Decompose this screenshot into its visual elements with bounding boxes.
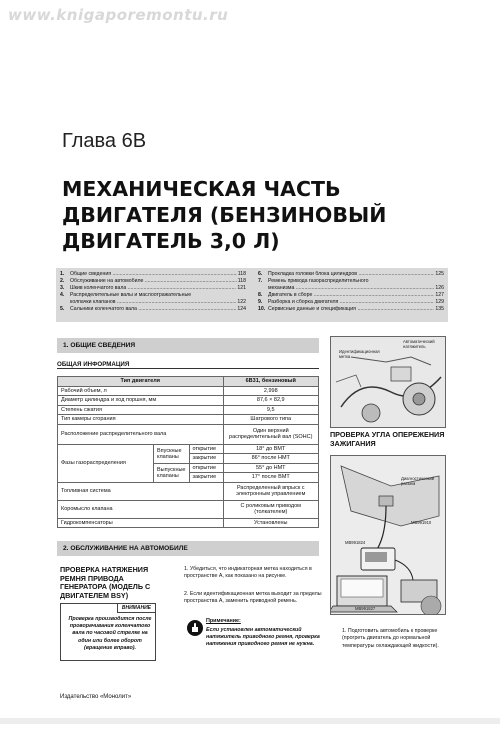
table-row: [58, 518, 319, 528]
toc-item-number: 3.: [60, 285, 65, 292]
warning-box: [60, 603, 156, 661]
page-bottom-edge: [0, 718, 500, 724]
toc-column-right: [252, 271, 444, 319]
table-row: [58, 482, 319, 500]
toc-item-page: [245, 292, 246, 299]
toc-item-title: механизма .....: [268, 285, 434, 292]
toc-item: [60, 271, 246, 278]
ignition-timing-heading: ПРОВЕРКА УГЛА ОПЕРЕЖЕНИЯ ЗАЖИГАНИЯ: [330, 430, 445, 448]
toc-item-title: колпачки клапанов .....: [70, 299, 236, 306]
table-row: [58, 396, 319, 406]
hand-pointer-icon: [187, 620, 203, 636]
table-cell: 18° до ВМТ: [223, 444, 319, 454]
toc-item: [258, 299, 444, 306]
toc-item-number: [60, 299, 70, 306]
toc-item-title: Прокладка головки блока цилиндров .....: [268, 271, 434, 278]
table-header-cell: 6B31, бензиновый: [223, 377, 319, 387]
table-cell: С роликовым приводом (толкателем): [223, 500, 319, 518]
toc-item-page: 135: [435, 306, 444, 313]
table-row: [58, 500, 319, 518]
step-1-text: 1. Убедиться, что индикаторная метка находиться в пространстве А, как показано на рисунке.: [184, 566, 312, 580]
toc-item-title: Обслуживание на автомобиле .....: [70, 278, 237, 285]
table-cell: Степень сжатия: [58, 405, 224, 415]
table-cell: 9,5: [223, 405, 319, 415]
table-cell: открытие: [189, 444, 223, 454]
table-cell: Шатрового типа: [223, 415, 319, 425]
toc-item-page: 124: [237, 306, 246, 313]
toc-item-number: 2.: [60, 278, 65, 285]
toc-item: [258, 292, 444, 299]
toc-item-page: 129: [435, 299, 444, 306]
toc-item-number: 10.: [258, 306, 266, 313]
toc-item-title: Шкив коленчатого вала .....: [70, 285, 236, 292]
toc-item-page: [443, 278, 444, 285]
table-cell: Установлены: [223, 518, 319, 528]
figure-label-id-mark: Идентификационная метка: [339, 349, 380, 359]
toc-item-title: Ремень привода газораспределительного: [268, 278, 369, 285]
table-cell: Топливная система: [58, 482, 224, 500]
table-cell: Гидрокомпенсаторы: [58, 518, 224, 528]
table-cell: 2,998: [223, 386, 319, 396]
warning-tag: ВНИМАНИЕ: [117, 603, 156, 613]
section-2-heading: 2. ОБСЛУЖИВАНИЕ НА АВТОМОБИЛЕ: [57, 541, 319, 556]
figure-label-diag-connector: Диагностический разъем: [401, 476, 435, 486]
toc-column-left: [60, 271, 252, 319]
toc-item-page: 125: [435, 271, 444, 277]
toc-item: [258, 285, 444, 292]
prepare-vehicle-step: 1. Подготовить автомобиль к проверке (прогреть двигатель до нормальной температуры охлаждающей жидкости).: [342, 628, 439, 649]
toc-item-title: Сальники коленчатого вала .....: [70, 306, 236, 313]
publisher-footer: Издательство «Монолит»: [60, 694, 132, 700]
figure-label-mb991910: MB991910: [411, 520, 432, 525]
toc-item: [258, 278, 444, 285]
warning-text: Проверка производится после проворачивания коленчатого вала по часовой стрелке на один или более оборот (вращение вправо).: [68, 616, 152, 651]
chapter-label: Глава 6В: [62, 130, 147, 152]
table-cell: Диаметр цилиндра и ход поршня, мм: [58, 396, 224, 406]
table-cell: Выпускные клапаны: [154, 463, 190, 482]
table-row: [58, 424, 319, 444]
table-cell: Фазы газораспределения: [58, 444, 154, 482]
toc-item-page: 118: [237, 271, 246, 277]
diagnostic-connection-figure: [330, 455, 446, 615]
table-of-contents: [56, 268, 448, 322]
toc-item-number: [258, 285, 268, 292]
page-title: МЕХАНИЧЕСКАЯ ЧАСТЬ ДВИГАТЕЛЯ (БЕНЗИНОВЫЙ ДВИГАТЕЛЬ 3,0 Л): [62, 177, 387, 253]
note-heading: Примечание:: [206, 618, 241, 624]
table-cell: 55° до НМТ: [223, 463, 319, 473]
toc-item-title: Распределительные валы и маслоотражательные: [70, 292, 192, 299]
toc-item-title: Разборка и сборка двигателя .....: [268, 299, 434, 306]
toc-item: [60, 292, 246, 299]
toc-item-number: 5.: [60, 306, 65, 313]
general-info-subheading: ОБЩАЯ ИНФОРМАЦИЯ: [57, 361, 319, 369]
toc-item: [60, 306, 246, 313]
figure-label-mb991827: MB991827: [355, 606, 376, 611]
engine-specs-table: [57, 376, 319, 528]
table-cell: закрытие: [189, 473, 223, 483]
note-text: Если установлен автоматический натяжитель приводного ремня, проверка натяжения приводного ремня не нужна.: [206, 627, 320, 648]
section-1-heading: 1. ОБЩИЕ СВЕДЕНИЯ: [57, 338, 319, 353]
toc-item: [60, 278, 246, 285]
toc-item-title: Двигатель в сборе .....: [268, 292, 434, 299]
table-cell: 86° после НМТ: [223, 454, 319, 464]
table-cell: 17° после ВМТ: [223, 473, 319, 483]
toc-item: [60, 285, 246, 292]
table-header-cell: Тип двигателя: [58, 377, 224, 387]
figure-label-tensioner: Автоматический натяжитель: [403, 339, 435, 349]
table-cell: Впускные клапаны: [154, 444, 190, 463]
toc-item-number: 7.: [258, 278, 263, 285]
figure-label-mb991824: MB991824: [345, 540, 366, 545]
toc-item: [258, 306, 444, 313]
toc-item-page: 118: [237, 278, 246, 285]
table-cell: Рабочий объем, л: [58, 386, 224, 396]
toc-item-number: 9.: [258, 299, 263, 306]
table-cell: 87,6 × 82,9: [223, 396, 319, 406]
table-header-row: [58, 377, 319, 387]
toc-item-number: 6.: [258, 271, 263, 277]
toc-item-title: Общие сведения .....: [70, 271, 237, 278]
toc-item-page: 121: [237, 285, 246, 292]
table-cell: Коромысло клапана: [58, 500, 224, 518]
table-cell: закрытие: [189, 454, 223, 464]
toc-item-number: 4.: [60, 292, 65, 299]
toc-item: [258, 271, 444, 278]
table-cell: Один верхний распределительный вал (SOHC): [223, 424, 319, 444]
table-cell: Расположение распределительного вала: [58, 424, 224, 444]
table-row: [58, 405, 319, 415]
table-row: [58, 444, 319, 454]
table-row: [58, 386, 319, 396]
table-cell: Распределенный впрыск с электронным управлением: [223, 482, 319, 500]
toc-item-title: Сервисные данные и спецификация .....: [268, 306, 434, 313]
table-row: [58, 415, 319, 425]
toc-item-page: 127: [435, 292, 444, 299]
table-cell: Тип камеры сгорания: [58, 415, 224, 425]
step-2-text: 2. Если идентификационная метка выходит за пределы пространства А, заменить приводной ремень.: [184, 591, 322, 605]
toc-item: [60, 299, 246, 306]
alternator-belt-heading: ПРОВЕРКА НАТЯЖЕНИЯ РЕМНЯ ПРИВОДА ГЕНЕРАТОРА (МОДЕЛЬ С ДВИГАТЕЛЕМ BSY): [60, 565, 151, 600]
belt-tensioner-figure: [330, 336, 446, 428]
toc-item-page: 122: [237, 299, 246, 306]
site-watermark: www.knigaporemontu.ru: [8, 6, 229, 24]
toc-item-page: 126: [435, 285, 444, 292]
toc-item-number: 8.: [258, 292, 263, 299]
table-cell: открытие: [189, 463, 223, 473]
toc-item-number: 1.: [60, 271, 65, 277]
